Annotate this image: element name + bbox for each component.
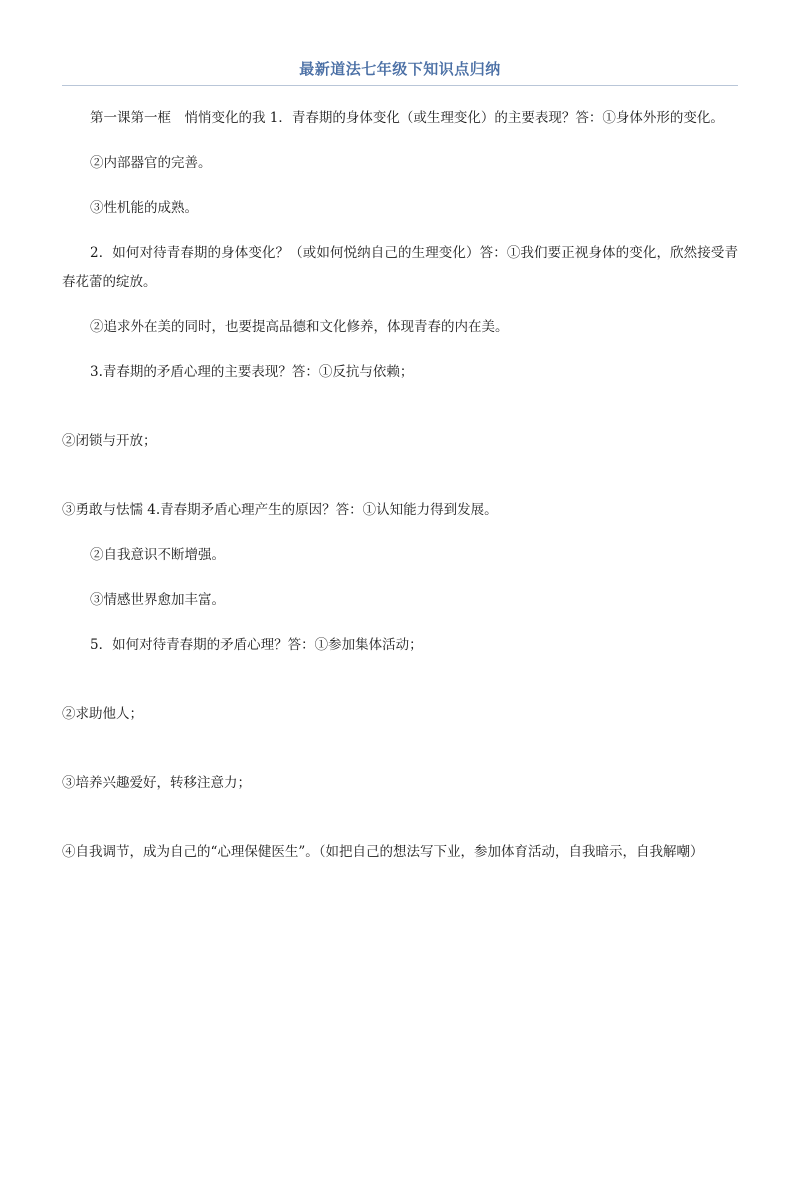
paragraph: ②求助他人； bbox=[62, 706, 143, 722]
paragraph: ③勇敢与怯懦 4.青春期矛盾心理产生的原因？答：①认知能力得到发展。 bbox=[62, 502, 498, 518]
paragraph: ②追求外在美的同时，也要提高品德和文化修养，体现青春的内在美。 bbox=[90, 319, 509, 335]
paragraph: ③情感世界愈加丰富。 bbox=[90, 592, 225, 608]
paragraph: 5．如何对待青春期的矛盾心理？答：①参加集体活动； bbox=[90, 637, 423, 653]
paragraph: ②闭锁与开放； bbox=[62, 433, 157, 449]
paragraph: 3.青春期的矛盾心理的主要表现？答：①反抗与依赖； bbox=[90, 364, 414, 380]
paragraph: ②自我意识不断增强。 bbox=[90, 547, 225, 563]
paragraph: ④自我调节，成为自己的“心理保健医生”。（如把自己的想法写下业，参加体育活动，自我暗示，自我解嘲） bbox=[62, 844, 704, 860]
paragraph: ②内部器官的完善。 bbox=[90, 155, 212, 171]
paragraph: ③性机能的成熟。 bbox=[90, 200, 198, 216]
paragraph: 第一课第一框 悄悄变化的我 1．青春期的身体变化（或生理变化）的主要表现？答：①身体外形的变化。 bbox=[90, 110, 724, 126]
document-page bbox=[0, 58, 800, 1190]
header-divider bbox=[62, 85, 738, 86]
paragraph: ③培养兴趣爱好，转移注意力； bbox=[62, 775, 251, 791]
paragraph: 2．如何对待青春期的身体变化？（或如何悦纳自己的生理变化）答：①我们要正视身体的变化，欣然接受青春花蕾的绽放。 bbox=[62, 245, 738, 290]
document-body bbox=[62, 104, 738, 867]
document-header-title: 最新道法七年级下知识点归纳 bbox=[299, 60, 501, 78]
